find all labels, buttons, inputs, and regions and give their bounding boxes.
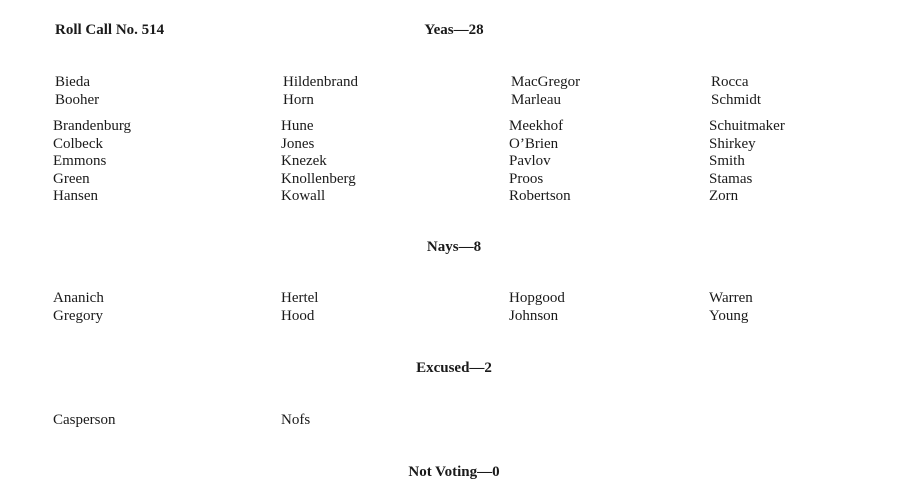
- nays-column-1: [53, 290, 104, 325]
- member-name: Hansen: [53, 188, 98, 204]
- member-name: Hertel: [281, 290, 319, 306]
- yeas-column-3b: [509, 118, 571, 206]
- member-name: Rocca: [711, 74, 749, 90]
- member-name: Gregory: [53, 307, 103, 324]
- member-name: Hopgood: [509, 290, 565, 306]
- member-name: Booher: [55, 91, 100, 108]
- member-name: Jones: [281, 135, 315, 152]
- member-name: Emmons: [53, 153, 107, 169]
- excused-column-2: [281, 412, 310, 430]
- member-name: Hune: [281, 118, 314, 134]
- member-name: Horn: [283, 91, 314, 108]
- member-name: Stamas: [709, 170, 753, 187]
- member-name: Pavlov: [509, 153, 551, 169]
- member-name: Hildenbrand: [283, 74, 358, 90]
- member-name: Robertson: [509, 188, 571, 204]
- nays-heading: Nays—8: [426, 239, 482, 255]
- member-name: Bieda: [55, 74, 90, 90]
- not-voting-heading: Not Voting—0: [408, 464, 500, 480]
- member-name: Shirkey: [709, 135, 756, 152]
- excused-column-1: [53, 412, 116, 430]
- member-name: Kowall: [281, 188, 326, 204]
- yeas-column-4b: [709, 118, 785, 206]
- yeas-column-1b: [53, 118, 131, 206]
- yeas-column-4a: [711, 74, 761, 109]
- member-name: Johnson: [509, 307, 559, 324]
- member-name: Green: [53, 170, 90, 187]
- member-name: Schmidt: [711, 91, 762, 108]
- member-name: Nofs: [281, 412, 311, 428]
- member-name: Young: [709, 307, 749, 324]
- member-name: Marleau: [511, 91, 561, 108]
- member-name: Schuitmaker: [709, 118, 785, 134]
- member-name: Zorn: [709, 188, 739, 204]
- nays-column-4: [709, 290, 753, 325]
- member-name: Hood: [281, 307, 315, 324]
- excused-heading: Excused—2: [416, 360, 492, 376]
- member-name: Warren: [709, 290, 753, 306]
- nays-column-2: [281, 290, 318, 325]
- member-name: Proos: [509, 170, 544, 187]
- member-name: Meekhof: [509, 118, 564, 134]
- yeas-column-2b: [281, 118, 356, 206]
- member-name: Brandenburg: [53, 118, 132, 134]
- member-name: Casperson: [53, 412, 116, 428]
- nays-column-3: [509, 290, 565, 325]
- member-name: MacGregor: [511, 74, 581, 90]
- roll-call-number: Roll Call No. 514: [55, 22, 165, 38]
- yeas-column-3a: [511, 74, 580, 109]
- yeas-column-1a: [55, 74, 99, 109]
- member-name: Knezek: [281, 153, 327, 169]
- member-name: Colbeck: [53, 135, 103, 152]
- yeas-column-2a: [283, 74, 358, 109]
- yeas-heading: Yeas—28: [424, 22, 484, 38]
- member-name: Ananich: [53, 290, 104, 306]
- member-name: Smith: [709, 153, 745, 169]
- member-name: O’Brien: [509, 135, 559, 152]
- member-name: Knollenberg: [281, 170, 356, 187]
